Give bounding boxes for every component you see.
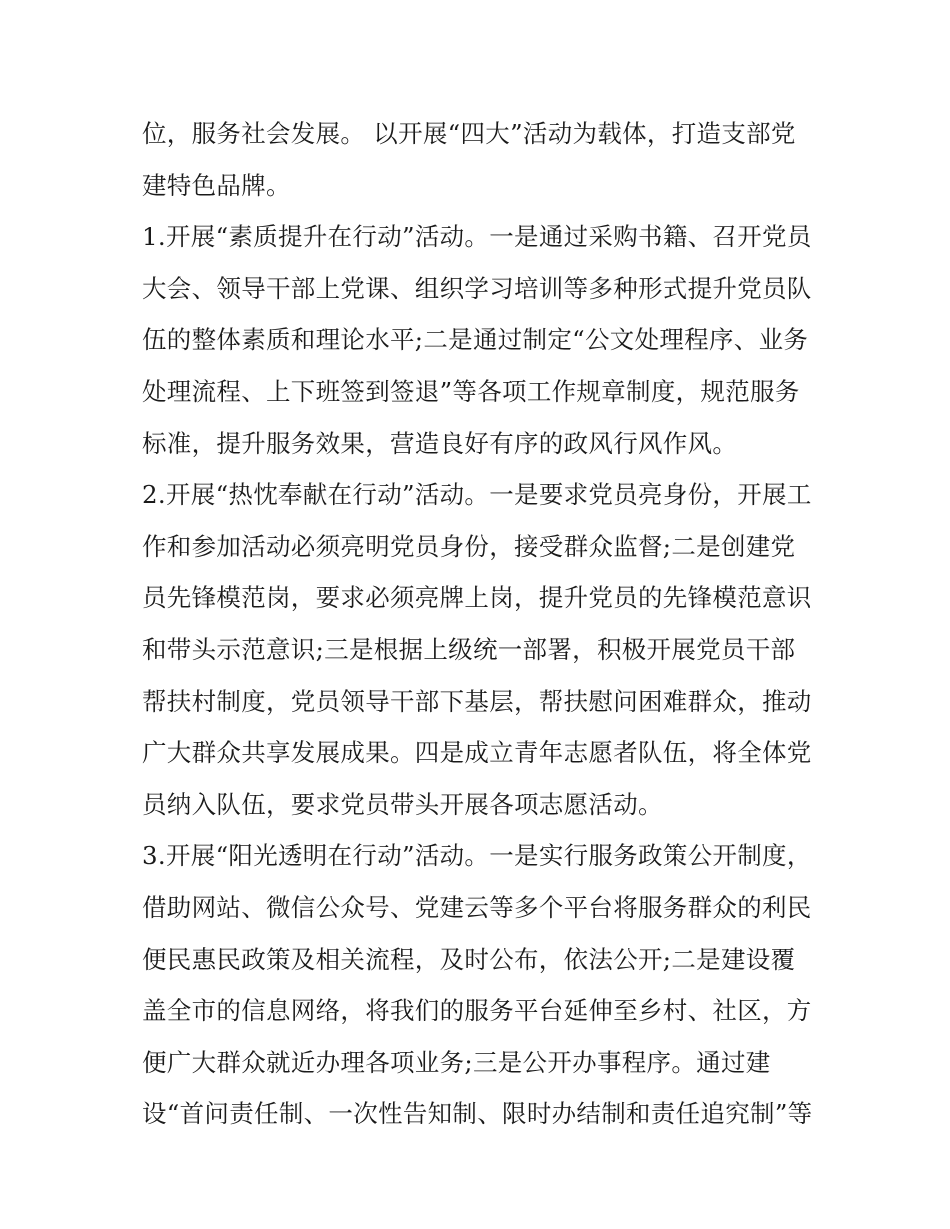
document-body: [142, 108, 822, 1140]
text-line: 员纳入队伍，要求党员带头开展各项志愿活动。: [142, 789, 663, 819]
text-line: 位，服务社会发展。 以开展“四大”活动为载体，打造支部党: [142, 119, 796, 148]
text-line: 3.开展“阳光透明在行动”活动。一是实行服务政策公开制度，: [142, 841, 812, 871]
text-line: 作和参加活动必须亮明党员身份，接受群众监督;二是创建党: [142, 531, 796, 561]
text-line: 便民惠民政策及相关流程，及时公布，依法公开;二是建设覆: [142, 944, 796, 974]
text-line: 广大群众共享发展成果。四是成立青年志愿者队伍，将全体党: [142, 738, 812, 768]
text-line: 便广大群众就近办理各项业务;三是公开办事程序。通过建: [142, 1047, 771, 1077]
text-line: 帮扶村制度，党员领导干部下基层，帮扶慰问困难群众，推动: [142, 686, 812, 716]
text-line: 设“首问责任制、一次性告知制、限时办结制和责任追究制”等: [142, 1099, 813, 1129]
text-line: 员先锋模范岗，要求必须亮牌上岗，提升党员的先锋模范意识: [142, 583, 812, 613]
text-line: 建特色品牌。: [142, 170, 291, 200]
text-line: 大会、领导干部上党课、组织学习培训等多种形式提升党员队: [142, 273, 812, 303]
text-line: 借助网站、微信公众号、党建云等多个平台将服务群众的利民: [142, 892, 812, 922]
text-line: 处理流程、上下班签到签退”等各项工作规章制度，规范服务: [142, 376, 800, 406]
text-line: 标准，提升服务效果，营造良好有序的政风行风作风。: [142, 428, 738, 458]
text-line: 2.开展“热忱奉献在行动”活动。一是要求党员亮身份，开展工: [142, 480, 812, 510]
text-line: 1.开展“素质提升在行动”活动。一是通过采购书籍、召开党员: [142, 222, 812, 252]
text-line: 伍的整体素质和理论水平;二是通过制定“公文处理程序、业务: [142, 325, 809, 355]
text-line: 和带头示范意识;三是根据上级统一部署，积极开展党员干部: [142, 634, 796, 664]
text-line: 盖全市的信息网络，将我们的服务平台延伸至乡村、社区，方: [142, 996, 812, 1026]
